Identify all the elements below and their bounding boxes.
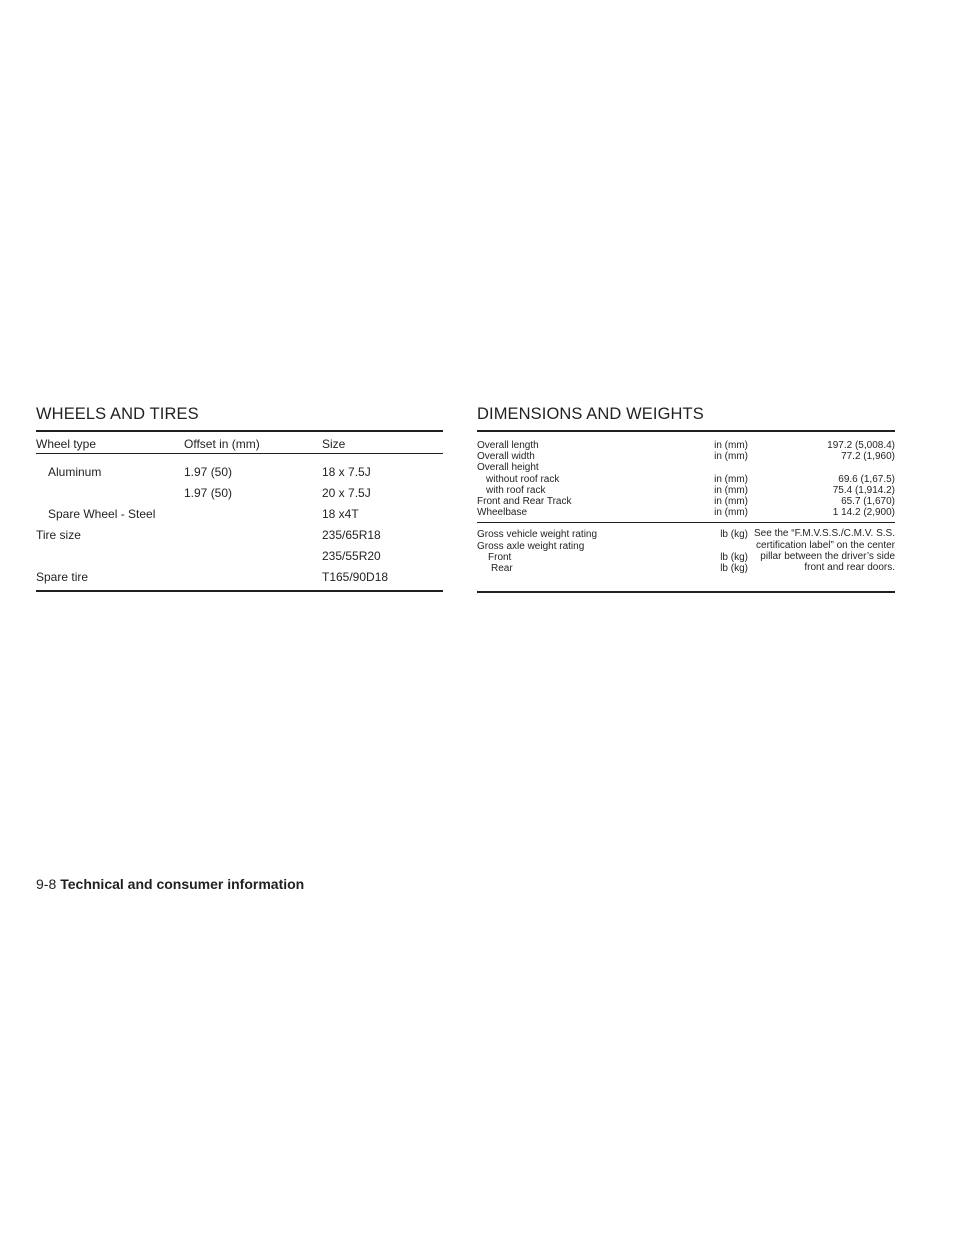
table-row: [36, 482, 443, 503]
header-offset: Offset in (mm): [184, 437, 260, 451]
wheels-table-header: [36, 432, 443, 454]
table-row: [477, 507, 895, 518]
weight-unit: lb (kg): [720, 562, 748, 574]
size-cell: 18 x 7.5J: [322, 465, 371, 479]
weight-label: Rear: [491, 562, 513, 574]
dimension-label: Overall height: [477, 462, 539, 474]
dimension-unit: in (mm): [714, 473, 748, 485]
weight-label: Gross axle weight rating: [477, 540, 585, 552]
wheel-type-cell: Spare Wheel - Steel: [48, 507, 156, 521]
weight-unit: lb (kg): [720, 529, 748, 541]
dimensions-table: [477, 432, 895, 593]
dimension-label: with roof rack: [486, 484, 546, 496]
certification-label-note: See the “F.M.V.S.S./C.M.V. S.S. certification label” on the center pillar between the driver’s side front and rear doors.: [754, 528, 895, 573]
header-size: Size: [322, 437, 346, 451]
table-row: [36, 461, 443, 482]
dimension-label: Front and Rear Track: [477, 495, 572, 507]
dimension-unit: in (mm): [714, 495, 748, 507]
dims-section-title: DIMENSIONS AND WEIGHTS: [477, 404, 895, 432]
dimension-value: 69.6 (1,67.5): [838, 473, 895, 485]
dimension-value: 77.2 (1,960): [841, 451, 895, 463]
table-row: [477, 496, 895, 507]
dimensions-and-weights-section: [477, 404, 895, 593]
size-cell: 235/55R20: [322, 549, 381, 563]
table-bottom-rule: [477, 591, 895, 593]
table-row: [36, 566, 443, 587]
dimension-label: Overall width: [477, 451, 535, 463]
dimension-value: 75.4 (1,914.2): [832, 484, 895, 496]
size-cell: 18 x4T: [322, 507, 359, 521]
dimension-label: Wheelbase: [477, 507, 528, 519]
size-cell: 20 x 7.5J: [322, 486, 371, 500]
dimension-unit: in (mm): [714, 507, 748, 519]
dimension-unit: in (mm): [714, 484, 748, 496]
wheel-type-cell: Spare tire: [36, 570, 89, 584]
table-row: [477, 485, 895, 496]
chapter-title: Technical and consumer information: [60, 876, 305, 892]
table-row: [477, 474, 895, 485]
weight-label: Gross vehicle weight rating: [477, 529, 598, 541]
size-cell: 235/65R18: [322, 528, 381, 542]
dimension-value: 197.2 (5,008.4): [827, 440, 895, 451]
dimension-value: 1 14.2 (2,900): [832, 507, 895, 519]
table-row: [36, 503, 443, 524]
weight-unit: lb (kg): [720, 551, 748, 563]
wheels-section-title: WHEELS AND TIRES: [36, 404, 443, 432]
dimension-label: Overall length: [477, 440, 539, 451]
size-cell: T165/90D18: [322, 570, 389, 584]
offset-cell: 1.97 (50): [184, 465, 233, 479]
wheels-table: [36, 432, 443, 592]
table-row: [36, 545, 443, 566]
table-row: [477, 462, 895, 473]
page-number: 9-8: [36, 876, 57, 892]
dimension-unit: in (mm): [714, 451, 748, 463]
table-row: [477, 451, 895, 462]
header-wheel-type: Wheel type: [36, 437, 97, 451]
table-row: [477, 440, 895, 451]
table-bottom-rule: [36, 590, 443, 592]
wheel-type-cell: Aluminum: [48, 465, 102, 479]
page-footer: [36, 876, 304, 892]
dimension-unit: in (mm): [714, 440, 748, 451]
wheels-and-tires-section: [36, 404, 443, 592]
wheel-type-cell: Tire size: [36, 528, 81, 542]
dimension-label: without roof rack: [486, 473, 560, 485]
dimension-value: 65.7 (1,670): [841, 495, 895, 507]
offset-cell: 1.97 (50): [184, 486, 233, 500]
weight-label: Front: [488, 551, 512, 563]
table-row: [36, 524, 443, 545]
